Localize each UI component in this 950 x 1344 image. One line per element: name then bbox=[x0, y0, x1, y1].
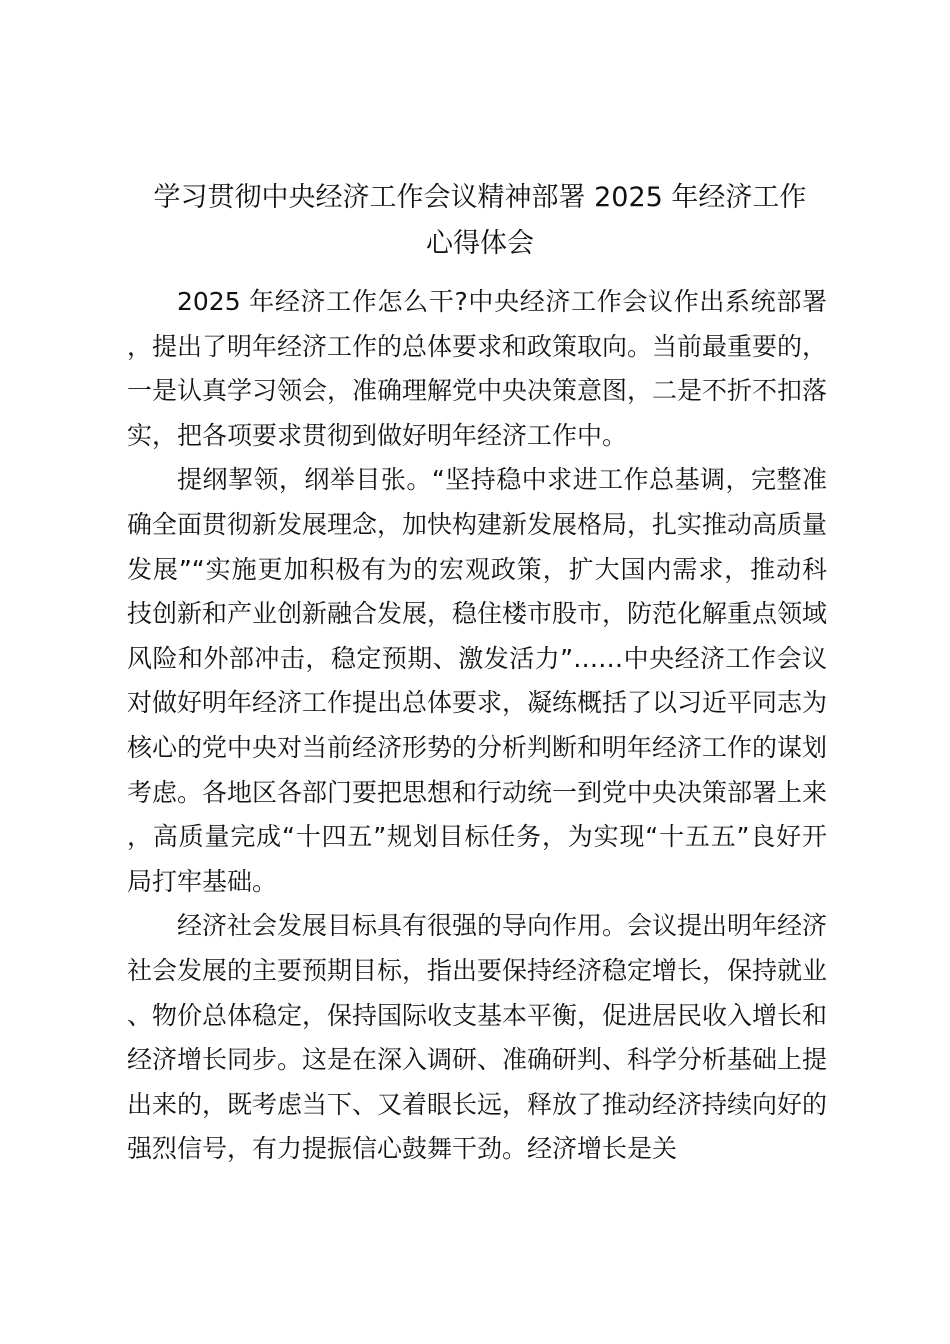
document-title-line-2: 心得体会 bbox=[426, 228, 534, 259]
document-title-line-1: 学习贯彻中央经济工作会议精神部署 2025 年经济工作 bbox=[153, 182, 807, 213]
paragraph-2: 提纲挈领，纲举目张。“坚持稳中求进工作总基调，完整准确全面贯彻新发展理念，加快构建新发展格局，扎实推动高质量发展”“实施更加积极有为的宏观政策，扩大国内需求，推动科技创新和产业创新融合发展，稳住楼市股市，防范化解重点领域风险和外部冲击，稳定预期、激发活力”……中央经济工作会议对做好明年经济工作提出总体要求，凝练概括了以习近平同志为核心的党中央对当前经济形势的分析判断和明年经济工作的谋划考虑。各地区各部门要把思想和行动统一到党中央决策部署上来，高质量完成“十四五”规划目标任务，为实现“十五五”良好开局打牢基础。 bbox=[127, 465, 828, 896]
paragraph-1: 2025 年经济工作怎么干?中央经济工作会议作出系统部署，提出了明年经济工作的总体要求和政策取向。当前最重要的，一是认真学习领会，准确理解党中央决策意图，二是不折不扣落实，把各项要求贯彻到做好明年经济工作中。 bbox=[127, 287, 828, 450]
document-body bbox=[127, 280, 827, 1172]
paragraph-3: 经济社会发展目标具有很强的导向作用。会议提出明年经济社会发展的主要预期目标，指出要保持经济稳定增长，保持就业、物价总体稳定，保持国际收支基本平衡，促进居民收入增长和经济增长同步。这是在深入调研、准确研判、科学分析基础上提出来的，既考虑当下、又着眼长远，释放了推动经济持续向好的强烈信号，有力提振信心鼓舞干劲。经济增长是关 bbox=[127, 911, 828, 1164]
